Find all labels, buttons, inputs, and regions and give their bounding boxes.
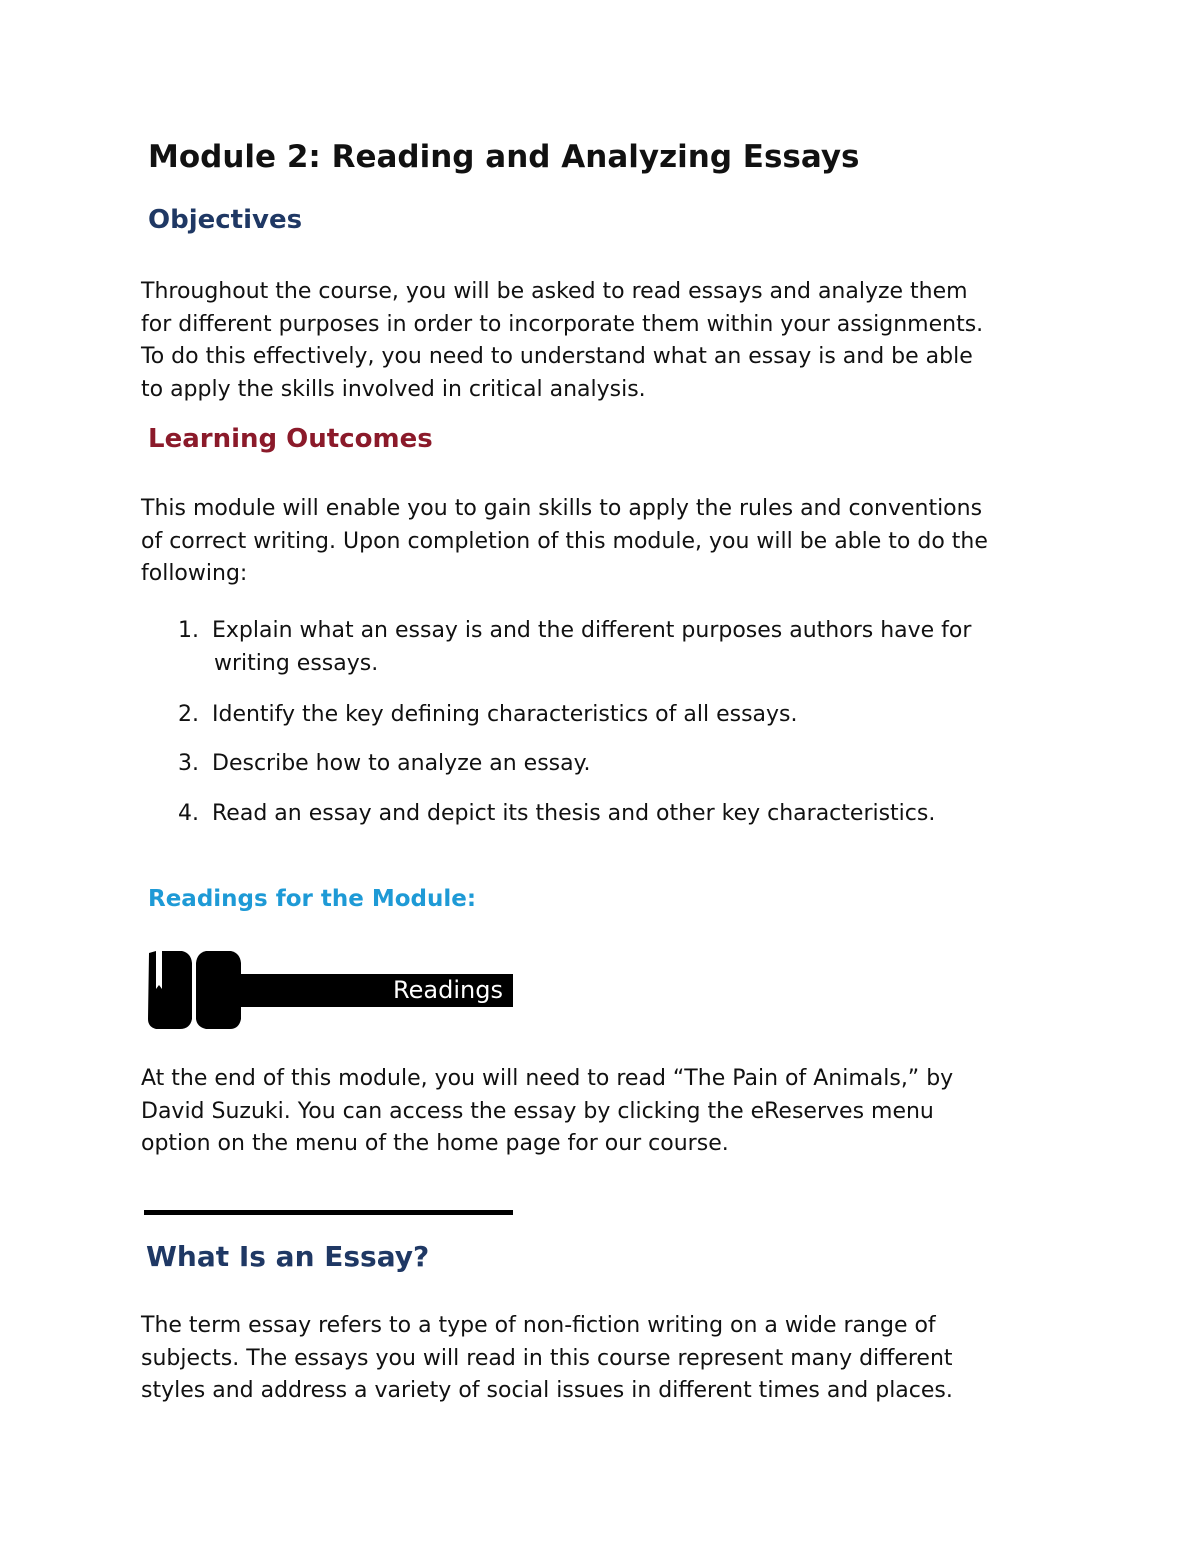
what-is-essay-heading: What Is an Essay? (146, 1240, 430, 1273)
text-line: Throughout the course, you will be asked to read essays and analyze them (141, 279, 968, 304)
text-line: styles and address a variety of social issues in different times and places. (141, 1378, 953, 1403)
list-item (178, 748, 591, 781)
text-line: David Suzuki. You can access the essay by clicking the eReserves menu (141, 1098, 934, 1124)
objectives-heading: Objectives (148, 205, 303, 235)
text-line: of correct writing. Upon completion of this module, you will be able to do the (141, 528, 988, 554)
text-line: option on the menu of the home page for our course. (141, 1131, 729, 1156)
text-line: To do this effectively, you need to understand what an essay is and be able (141, 344, 973, 369)
text-line: The term essay refers to a type of non-fiction writing on a wide range of (141, 1313, 936, 1338)
readings-banner (146, 949, 514, 1031)
text-line: At the end of this module, you will need to read “The Pain of Animals,” by (141, 1066, 954, 1091)
list-item (178, 615, 971, 680)
page-title: Module 2: Reading and Analyzing Essays (148, 139, 860, 175)
list-item-text: Describe how to analyze an essay. (212, 751, 591, 776)
learning-outcomes-intro (141, 493, 1101, 591)
list-item-text-continuation: writing essays. (214, 650, 379, 676)
readings-heading: Readings for the Module: (148, 886, 477, 912)
list-item-text: Explain what an essay is and the different purposes authors have for (212, 618, 972, 643)
list-item (178, 699, 797, 732)
list-item-number: 2. (178, 702, 199, 727)
list-item-text: Identify the key defining characteristics of all essays. (212, 702, 798, 727)
readings-banner-label: Readings (393, 976, 503, 1004)
list-item-number: 1. (178, 618, 199, 643)
text-line: subjects. The essays you will read in this course represent many different (141, 1345, 953, 1371)
list-item-number: 4. (178, 801, 199, 826)
section-divider (144, 1210, 513, 1215)
list-item-text: Read an essay and depict its thesis and other key characteristics. (212, 801, 936, 826)
list-item (178, 798, 935, 831)
text-line: for different purposes in order to incorporate them within your assignments. (141, 311, 984, 337)
book-icon (148, 951, 241, 1029)
readings-paragraph (141, 1063, 1101, 1161)
list-item-number: 3. (178, 751, 199, 776)
what-is-essay-paragraph (141, 1310, 1101, 1408)
objectives-paragraph (141, 276, 1101, 406)
learning-outcomes-heading: Learning Outcomes (148, 424, 433, 454)
text-line: to apply the skills involved in critical analysis. (141, 376, 646, 402)
text-line: This module will enable you to gain skills to apply the rules and conventions (141, 496, 983, 521)
text-line: following: (141, 561, 248, 586)
